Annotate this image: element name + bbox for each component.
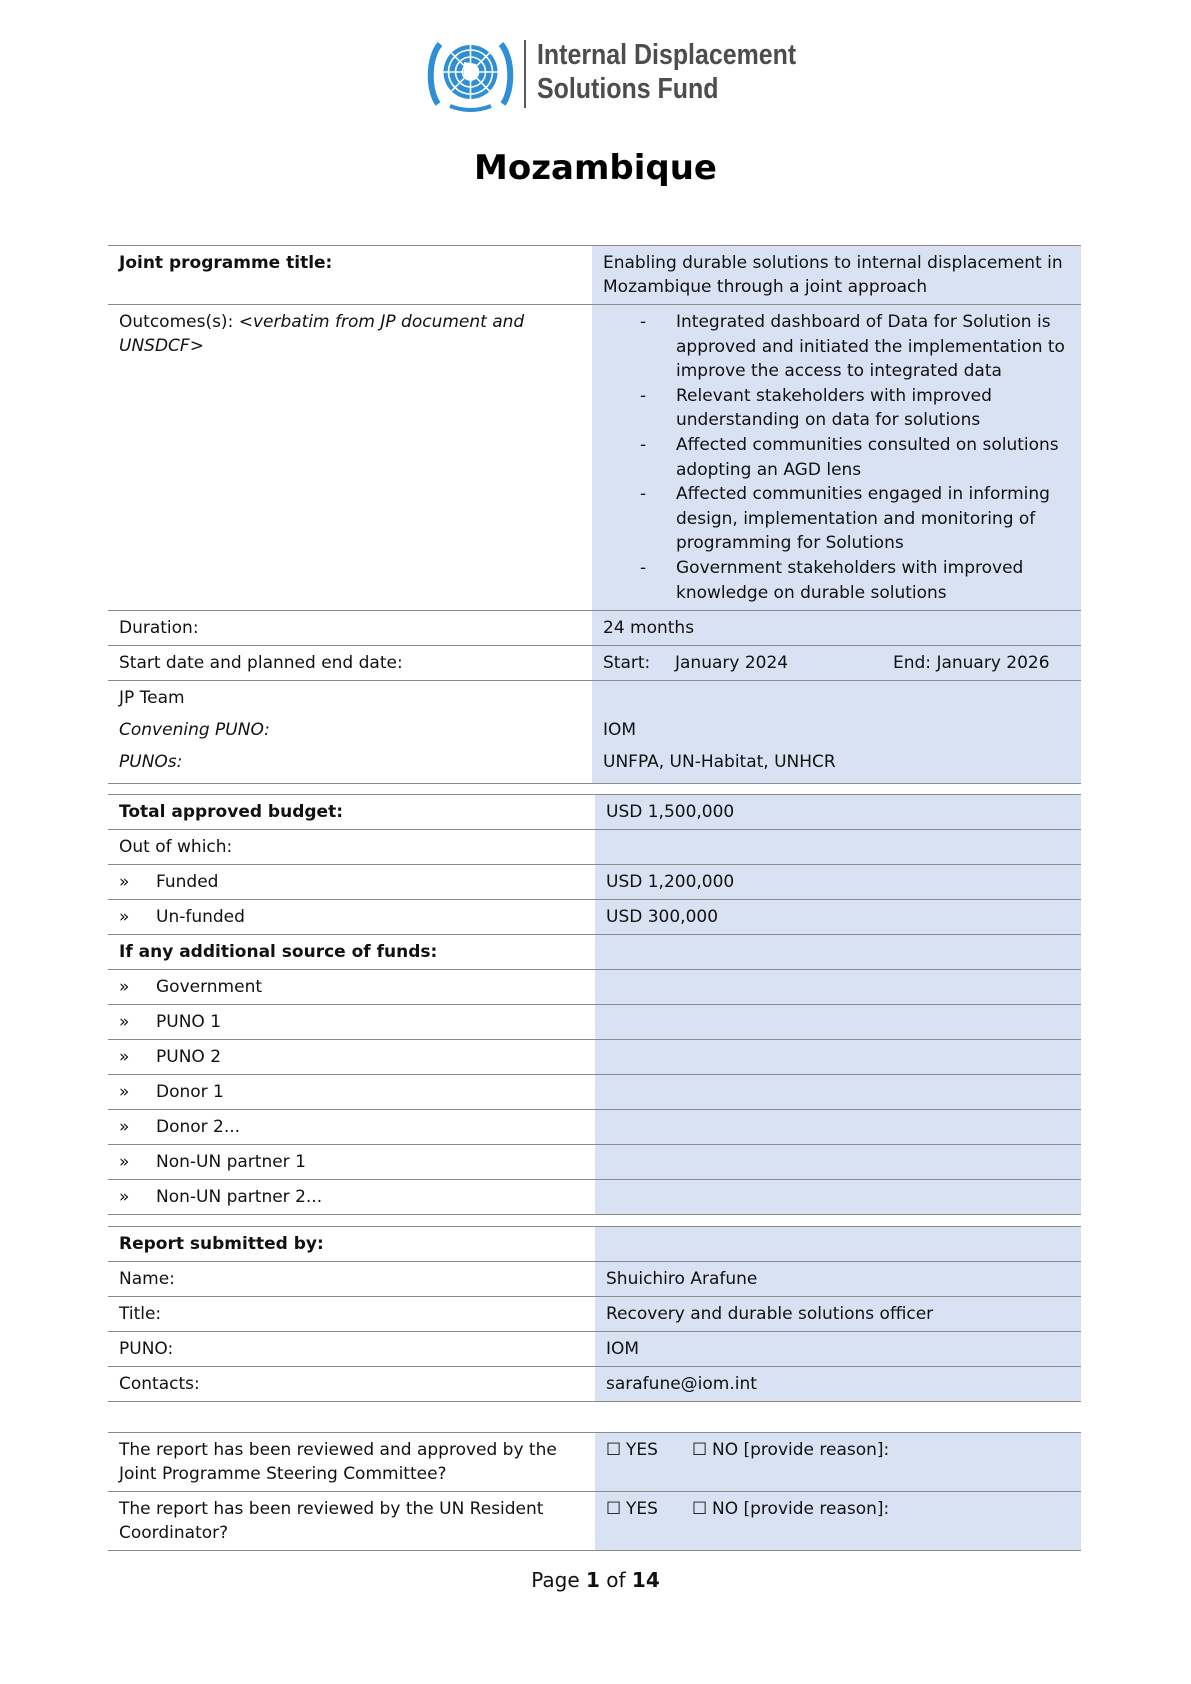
table-row — [108, 1075, 1081, 1110]
table-row — [108, 246, 1081, 305]
list-item: - Affected communities consulted on solutions adopting an AGD lens — [603, 433, 1071, 482]
funded-value: USD 1,200,000 — [595, 865, 1081, 900]
puno-value: IOM — [595, 1332, 1081, 1367]
table-row — [108, 795, 1081, 830]
table-row — [108, 830, 1081, 865]
dates-value — [592, 646, 1081, 681]
funded-label: » Funded — [119, 870, 585, 894]
table-row — [108, 305, 1081, 611]
outcomes-label-text: Outcomes(s): — [119, 312, 239, 332]
un-emblem-icon — [424, 34, 517, 114]
yes-option[interactable] — [595, 1492, 681, 1551]
programme-title-value: Enabling durable solutions to internal displacement in Mozambique through a joint approach — [592, 246, 1081, 305]
jp-team-cell — [108, 681, 592, 784]
list-item: - Integrated dashboard of Data for Solution is approved and initiated the implementation to improve the access to integrated data — [603, 310, 1071, 384]
logo-divider — [524, 40, 526, 108]
checkbox-icon[interactable]: ☐ — [606, 1499, 622, 1519]
yes-option[interactable] — [595, 1433, 681, 1492]
table-row — [108, 1262, 1081, 1297]
table-row — [108, 970, 1081, 1005]
title-label: Title: — [108, 1297, 595, 1332]
table-row — [108, 1367, 1081, 1402]
name-label: Name: — [108, 1262, 595, 1297]
table-row — [108, 1227, 1081, 1262]
table-row — [108, 935, 1081, 970]
table-row — [108, 681, 1081, 784]
table-row — [108, 865, 1081, 900]
duration-value: 24 months — [592, 611, 1081, 646]
page-title: Mozambique — [474, 148, 717, 188]
source-label: » PUNO 1 — [119, 1010, 585, 1034]
yes-label: YES — [626, 1440, 658, 1460]
puno-label: PUNO: — [108, 1332, 595, 1367]
duration-label: Duration: — [108, 611, 592, 646]
review-question-2: The report has been reviewed by the UN Resident Coordinator? — [108, 1492, 595, 1551]
table-row — [108, 900, 1081, 935]
page-word: Page — [531, 1568, 580, 1592]
no-label: NO [provide reason]: — [712, 1440, 890, 1460]
outcomes-list-cell — [592, 305, 1081, 611]
checkbox-icon[interactable]: ☐ — [606, 1440, 622, 1460]
punos-label: PUNOs: — [119, 752, 183, 773]
table-row — [108, 1180, 1081, 1215]
unfunded-label: » Un-funded — [119, 905, 585, 929]
no-option[interactable] — [681, 1433, 1081, 1492]
source-label: » Non-UN partner 2... — [119, 1185, 585, 1209]
contacts-value: sarafune@iom.int — [595, 1367, 1081, 1402]
outcomes-hint: <verbatim from JP document and UNSDCF> — [119, 312, 525, 356]
name-value: Shuichiro Arafune — [595, 1262, 1081, 1297]
source-label: » PUNO 2 — [119, 1045, 585, 1069]
table-row — [108, 1110, 1081, 1145]
page-footer — [0, 1568, 1191, 1592]
page-current: 1 — [586, 1568, 600, 1592]
table-row — [108, 1332, 1081, 1367]
dates-label: Start date and planned end date: — [108, 646, 592, 681]
source-label: » Government — [119, 975, 585, 999]
yes-label: YES — [626, 1499, 658, 1519]
source-label: » Non-UN partner 1 — [119, 1150, 585, 1174]
budget-table — [108, 794, 1081, 1215]
out-of-which-label: Out of which: — [108, 830, 595, 865]
outcomes-list — [603, 310, 1071, 605]
table-row — [108, 1005, 1081, 1040]
table-row — [108, 611, 1081, 646]
table-row — [108, 1433, 1081, 1492]
programme-title-label: Joint programme title: — [108, 246, 592, 305]
brand-name — [537, 38, 796, 106]
report-submitted-label: Report submitted by: — [108, 1227, 595, 1262]
no-label: NO [provide reason]: — [712, 1499, 890, 1519]
source-label: » Donor 2... — [119, 1115, 585, 1139]
table-row — [108, 1492, 1081, 1551]
start-value: January 2024 — [675, 653, 789, 674]
table-row — [108, 646, 1081, 681]
unfunded-value: USD 300,000 — [595, 900, 1081, 935]
list-item: - Affected communities engaged in informing design, implementation and monitoring of programming for Solutions — [603, 482, 1071, 556]
brand-line-2: Solutions Fund — [537, 73, 719, 105]
end-text: End: January 2026 — [893, 653, 1050, 674]
title-value: Recovery and durable solutions officer — [595, 1297, 1081, 1332]
programme-table — [108, 245, 1081, 784]
checkbox-icon[interactable]: ☐ — [692, 1440, 708, 1460]
punos-value: UNFPA, UN-Habitat, UNHCR — [603, 752, 836, 773]
no-option[interactable] — [681, 1492, 1081, 1551]
page-total: 14 — [631, 1568, 660, 1592]
review-table — [108, 1432, 1081, 1551]
jp-team-values — [592, 681, 1081, 784]
header — [0, 34, 1191, 114]
total-budget-value: USD 1,500,000 — [595, 795, 1081, 830]
review-question-1: The report has been reviewed and approved by the Joint Programme Steering Committee? — [108, 1433, 595, 1492]
additional-funds-label: If any additional source of funds: — [108, 935, 595, 970]
jp-team-label: JP Team — [119, 688, 185, 709]
checkbox-icon[interactable]: ☐ — [692, 1499, 708, 1519]
list-item: - Relevant stakeholders with improved understanding on data for solutions — [603, 384, 1071, 433]
brand-line-1: Internal Displacement — [537, 39, 797, 71]
table-row — [108, 1040, 1081, 1075]
convening-puno-label: Convening PUNO: — [119, 720, 270, 741]
list-item: - Government stakeholders with improved knowledge on durable solutions — [603, 556, 1071, 605]
convening-puno-value: IOM — [603, 720, 637, 741]
table-row — [108, 1297, 1081, 1332]
of-word: of — [606, 1568, 626, 1592]
source-label: » Donor 1 — [119, 1080, 585, 1104]
table-row — [108, 1145, 1081, 1180]
outcomes-label — [108, 305, 592, 611]
start-label: Start: — [603, 653, 651, 674]
report-table — [108, 1226, 1081, 1402]
total-budget-label: Total approved budget: — [108, 795, 595, 830]
contacts-label: Contacts: — [108, 1367, 595, 1402]
